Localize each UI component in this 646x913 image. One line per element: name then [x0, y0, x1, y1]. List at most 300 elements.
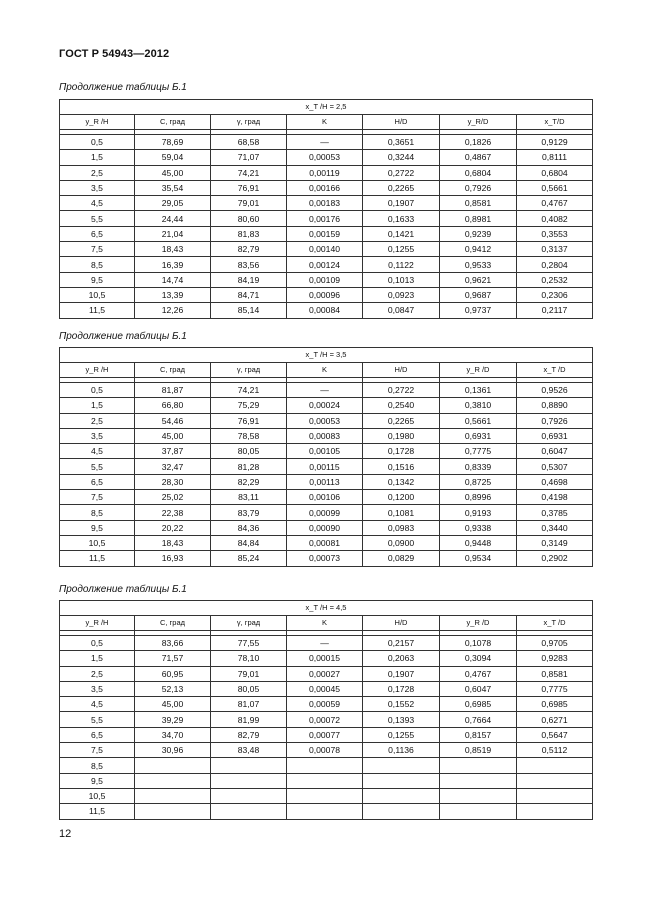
- table-cell: 74,21: [211, 383, 287, 398]
- table-row: [60, 150, 593, 165]
- table-cell: 0,3440: [517, 520, 593, 535]
- table-cell: 0,00124: [287, 257, 363, 272]
- data-table-2: [59, 347, 593, 567]
- column-header: y_R /D: [440, 363, 517, 378]
- table-cell: 78,10: [211, 651, 287, 666]
- table-row: [60, 804, 593, 819]
- table-cell: 0,2722: [363, 383, 440, 398]
- table-cell: 30,96: [135, 743, 211, 758]
- column-header: K: [287, 616, 363, 631]
- table-cell: 76,91: [211, 180, 287, 195]
- table-cell: 0,1361: [440, 383, 517, 398]
- table-row: [60, 211, 593, 226]
- table-cell: 0,7926: [517, 413, 593, 428]
- table-row: [60, 773, 593, 788]
- table-cell: [135, 773, 211, 788]
- table-cell: 0,7775: [517, 681, 593, 696]
- table-cell: 4,5: [60, 196, 135, 211]
- table-cell: 0,6804: [440, 165, 517, 180]
- table-cell: 0,6804: [517, 165, 593, 180]
- table-row: [60, 712, 593, 727]
- table-cell: 0,00096: [287, 287, 363, 302]
- table-cell: 78,69: [135, 135, 211, 150]
- table-row: [60, 758, 593, 773]
- column-header: H/D: [363, 616, 440, 631]
- table-cell: 9,5: [60, 272, 135, 287]
- table-cell: 11,5: [60, 303, 135, 318]
- table-cell: 2,5: [60, 165, 135, 180]
- table-row: [60, 180, 593, 195]
- table-cell: 0,9283: [517, 651, 593, 666]
- table-cell: 12,26: [135, 303, 211, 318]
- table-cell: 0,00176: [287, 211, 363, 226]
- table-cell: 0,4767: [440, 666, 517, 681]
- table-cell: 0,00078: [287, 743, 363, 758]
- table-row: [60, 165, 593, 180]
- column-header: K: [287, 115, 363, 130]
- table-cell: 0,00140: [287, 242, 363, 257]
- table-cell: 0,3810: [440, 398, 517, 413]
- table-cell: 0,1907: [363, 196, 440, 211]
- table-cell: 0,8981: [440, 211, 517, 226]
- table-cell: 0,2157: [363, 636, 440, 651]
- table-cell: 7,5: [60, 743, 135, 758]
- table-cell: 0,00045: [287, 681, 363, 696]
- table-row: [60, 681, 593, 696]
- table-cell: [440, 758, 517, 773]
- table-cell: 0,00024: [287, 398, 363, 413]
- table-cell: 76,91: [211, 413, 287, 428]
- table-cell: 0,5: [60, 636, 135, 651]
- table-row: [60, 505, 593, 520]
- table-cell: 60,95: [135, 666, 211, 681]
- table-row: [60, 788, 593, 803]
- table-cell: 0,1013: [363, 272, 440, 287]
- table-cell: 0,5: [60, 383, 135, 398]
- table-cell: 0,1255: [363, 727, 440, 742]
- table-cell: 9,5: [60, 773, 135, 788]
- table-cell: 7,5: [60, 242, 135, 257]
- table-cell: 0,1342: [363, 474, 440, 489]
- table-cell: 0,9705: [517, 636, 593, 651]
- table-cell: 0,9412: [440, 242, 517, 257]
- table-cell: 0,9526: [517, 383, 593, 398]
- spanning-header: x_T /H = 3,5: [60, 348, 593, 363]
- table-cell: [287, 758, 363, 773]
- table-cell: 0,6931: [440, 428, 517, 443]
- column-header: x_T/D: [517, 115, 593, 130]
- table-cell: 25,02: [135, 490, 211, 505]
- table-cell: 52,13: [135, 681, 211, 696]
- table-row: [60, 651, 593, 666]
- table-cell: 0,00027: [287, 666, 363, 681]
- table-row: [60, 444, 593, 459]
- table-cell: 0,2532: [517, 272, 593, 287]
- table-cell: 10,5: [60, 788, 135, 803]
- table-row: [60, 636, 593, 651]
- table-cell: 16,93: [135, 551, 211, 566]
- table-cell: 0,6985: [517, 697, 593, 712]
- table-cell: 45,00: [135, 428, 211, 443]
- table-cell: 11,5: [60, 804, 135, 819]
- table-cell: 0,6271: [517, 712, 593, 727]
- table-cell: 81,07: [211, 697, 287, 712]
- table-cell: 0,9533: [440, 257, 517, 272]
- table-cell: 0,1516: [363, 459, 440, 474]
- table-cell: 7,5: [60, 490, 135, 505]
- table-cell: [135, 758, 211, 773]
- table-cell: 84,36: [211, 520, 287, 535]
- table-cell: 0,1826: [440, 135, 517, 150]
- table-cell: 4,5: [60, 697, 135, 712]
- table-cell: 0,9239: [440, 226, 517, 241]
- table-cell: 85,24: [211, 551, 287, 566]
- table-cell: 0,2540: [363, 398, 440, 413]
- table-row: [60, 697, 593, 712]
- table-cell: 16,39: [135, 257, 211, 272]
- column-header-row: [60, 363, 593, 378]
- table-cell: 34,70: [135, 727, 211, 742]
- column-header: γ, град: [211, 363, 287, 378]
- table-cell: 0,4767: [517, 196, 593, 211]
- table-cell: 83,79: [211, 505, 287, 520]
- column-header: x_T /D: [517, 616, 593, 631]
- table-cell: [363, 788, 440, 803]
- table-cell: 0,00053: [287, 150, 363, 165]
- table-cell: 83,66: [135, 636, 211, 651]
- column-header-row: [60, 616, 593, 631]
- table-cell: 35,54: [135, 180, 211, 195]
- table-cell: [517, 804, 593, 819]
- spanning-header: x_T /H = 2,5: [60, 100, 593, 115]
- table-cell: [287, 804, 363, 819]
- table-cell: 0,6985: [440, 697, 517, 712]
- table-cell: 32,47: [135, 459, 211, 474]
- table-row: [60, 490, 593, 505]
- table-cell: 82,29: [211, 474, 287, 489]
- table-cell: [211, 788, 287, 803]
- table-cell: 0,1078: [440, 636, 517, 651]
- table-cell: 0,1980: [363, 428, 440, 443]
- table-1-caption: Продолжение таблицы Б.1: [59, 82, 187, 93]
- table-cell: 5,5: [60, 712, 135, 727]
- table-cell: [211, 758, 287, 773]
- table-row: [60, 196, 593, 211]
- table-cell: 2,5: [60, 666, 135, 681]
- table-cell: 0,9193: [440, 505, 517, 520]
- table-row: [60, 226, 593, 241]
- column-header: C, град: [135, 363, 211, 378]
- table-cell: 0,2722: [363, 165, 440, 180]
- table-cell: 0,8996: [440, 490, 517, 505]
- page-number: 12: [59, 828, 72, 840]
- table-cell: 0,00081: [287, 535, 363, 550]
- table-cell: 0,8581: [517, 666, 593, 681]
- table-cell: 0,8519: [440, 743, 517, 758]
- table-cell: 8,5: [60, 257, 135, 272]
- data-table-1: [59, 99, 593, 319]
- table-cell: 0,2902: [517, 551, 593, 566]
- table-cell: [440, 788, 517, 803]
- table-cell: 0,5661: [517, 180, 593, 195]
- table-cell: 0,7664: [440, 712, 517, 727]
- table-row: [60, 272, 593, 287]
- table-cell: [363, 758, 440, 773]
- table-cell: 0,5112: [517, 743, 593, 758]
- table-cell: 0,9687: [440, 287, 517, 302]
- table-cell: 0,1421: [363, 226, 440, 241]
- table-cell: 0,4198: [517, 490, 593, 505]
- table-cell: 18,43: [135, 535, 211, 550]
- table-cell: 21,04: [135, 226, 211, 241]
- table-cell: 84,71: [211, 287, 287, 302]
- table-cell: 0,9338: [440, 520, 517, 535]
- table-cell: [363, 773, 440, 788]
- table-cell: 45,00: [135, 697, 211, 712]
- table-cell: 0,7775: [440, 444, 517, 459]
- table-cell: 84,84: [211, 535, 287, 550]
- table-cell: [517, 758, 593, 773]
- table-cell: 83,48: [211, 743, 287, 758]
- table-cell: 0,6047: [440, 681, 517, 696]
- table-cell: 3,5: [60, 428, 135, 443]
- table-cell: 81,87: [135, 383, 211, 398]
- table-row: [60, 413, 593, 428]
- table-cell: 68,58: [211, 135, 287, 150]
- table-cell: 79,01: [211, 666, 287, 681]
- table-cell: 0,4698: [517, 474, 593, 489]
- document-title: ГОСТ Р 54943—2012: [59, 48, 170, 60]
- spanning-header-row: [60, 100, 593, 115]
- table-cell: 0,00083: [287, 428, 363, 443]
- table-cell: 1,5: [60, 150, 135, 165]
- column-header: y_R /H: [60, 115, 135, 130]
- table-cell: 71,57: [135, 651, 211, 666]
- table-cell: 0,1907: [363, 666, 440, 681]
- table-cell: 0,00159: [287, 226, 363, 241]
- table-cell: [135, 804, 211, 819]
- table-cell: [517, 788, 593, 803]
- table-cell: 0,5647: [517, 727, 593, 742]
- table-cell: 0,4867: [440, 150, 517, 165]
- table-cell: 0,1728: [363, 681, 440, 696]
- table-row: [60, 135, 593, 150]
- column-header: γ, град: [211, 616, 287, 631]
- table-cell: 0,9534: [440, 551, 517, 566]
- data-table-3: [59, 600, 593, 820]
- table-cell: 8,5: [60, 758, 135, 773]
- table-cell: 0,1393: [363, 712, 440, 727]
- column-header: C, град: [135, 616, 211, 631]
- table-cell: 75,29: [211, 398, 287, 413]
- table-cell: 0,9737: [440, 303, 517, 318]
- table-cell: [287, 788, 363, 803]
- table-cell: 22,38: [135, 505, 211, 520]
- table-cell: 0,2117: [517, 303, 593, 318]
- table-cell: 10,5: [60, 535, 135, 550]
- table-cell: [211, 773, 287, 788]
- table-cell: 0,8111: [517, 150, 593, 165]
- table-cell: 0,6931: [517, 428, 593, 443]
- table-cell: 6,5: [60, 226, 135, 241]
- column-header: K: [287, 363, 363, 378]
- table-cell: 80,05: [211, 444, 287, 459]
- table-cell: —: [287, 383, 363, 398]
- table-cell: 0,00113: [287, 474, 363, 489]
- table-cell: 0,1136: [363, 743, 440, 758]
- column-header: y_R /H: [60, 363, 135, 378]
- table-row: [60, 287, 593, 302]
- table-cell: 0,00115: [287, 459, 363, 474]
- table-cell: 0,3094: [440, 651, 517, 666]
- table-row: [60, 398, 593, 413]
- table-cell: 1,5: [60, 651, 135, 666]
- column-header: H/D: [363, 363, 440, 378]
- table-cell: 0,00106: [287, 490, 363, 505]
- table-cell: 71,07: [211, 150, 287, 165]
- table-cell: 0,0900: [363, 535, 440, 550]
- table-row: [60, 459, 593, 474]
- table-cell: 9,5: [60, 520, 135, 535]
- table-cell: 6,5: [60, 727, 135, 742]
- table-cell: 78,58: [211, 428, 287, 443]
- table-cell: 0,3149: [517, 535, 593, 550]
- table-cell: 0,1728: [363, 444, 440, 459]
- table-cell: 0,3651: [363, 135, 440, 150]
- table-cell: 0,8157: [440, 727, 517, 742]
- column-header: H/D: [363, 115, 440, 130]
- table-row: [60, 383, 593, 398]
- table-cell: 85,14: [211, 303, 287, 318]
- column-header: y_R/D: [440, 115, 517, 130]
- table-cell: [440, 804, 517, 819]
- table-3-caption: Продолжение таблицы Б.1: [59, 584, 187, 595]
- column-header: y_R /D: [440, 616, 517, 631]
- table-cell: 11,5: [60, 551, 135, 566]
- table-cell: 6,5: [60, 474, 135, 489]
- table-cell: 54,46: [135, 413, 211, 428]
- table-cell: 2,5: [60, 413, 135, 428]
- table-cell: 1,5: [60, 398, 135, 413]
- table-cell: 13,39: [135, 287, 211, 302]
- table-cell: 5,5: [60, 211, 135, 226]
- table-cell: 82,79: [211, 242, 287, 257]
- table-cell: 3,5: [60, 180, 135, 195]
- table-cell: 0,00084: [287, 303, 363, 318]
- table-cell: 4,5: [60, 444, 135, 459]
- spanning-header-row: [60, 601, 593, 616]
- table-cell: [440, 773, 517, 788]
- table-cell: 0,5: [60, 135, 135, 150]
- table-cell: [211, 804, 287, 819]
- table-row: [60, 520, 593, 535]
- table-cell: 0,3137: [517, 242, 593, 257]
- table-cell: 80,05: [211, 681, 287, 696]
- table-cell: 0,1633: [363, 211, 440, 226]
- table-cell: 0,8339: [440, 459, 517, 474]
- table-cell: 0,00105: [287, 444, 363, 459]
- column-header-row: [60, 115, 593, 130]
- table-cell: —: [287, 135, 363, 150]
- spanning-header: x_T /H = 4,5: [60, 601, 593, 616]
- table-row: [60, 551, 593, 566]
- table-cell: 0,2804: [517, 257, 593, 272]
- table-cell: 0,00073: [287, 551, 363, 566]
- table-cell: 10,5: [60, 287, 135, 302]
- table-cell: [363, 804, 440, 819]
- table-2-caption: Продолжение таблицы Б.1: [59, 331, 187, 342]
- table-cell: 0,0983: [363, 520, 440, 535]
- table-cell: 0,00059: [287, 697, 363, 712]
- table-cell: 0,2306: [517, 287, 593, 302]
- table-cell: 81,28: [211, 459, 287, 474]
- table-cell: 0,5307: [517, 459, 593, 474]
- table-cell: [135, 788, 211, 803]
- spanning-header-row: [60, 348, 593, 363]
- table-cell: 0,3785: [517, 505, 593, 520]
- table-cell: [517, 773, 593, 788]
- table-cell: 0,1552: [363, 697, 440, 712]
- table-cell: 0,8890: [517, 398, 593, 413]
- table-cell: 0,00015: [287, 651, 363, 666]
- table-cell: 0,00099: [287, 505, 363, 520]
- table-cell: 0,00090: [287, 520, 363, 535]
- table-row: [60, 743, 593, 758]
- table-cell: 83,11: [211, 490, 287, 505]
- table-cell: [287, 773, 363, 788]
- table-row: [60, 666, 593, 681]
- table-cell: 82,79: [211, 727, 287, 742]
- table-cell: 20,22: [135, 520, 211, 535]
- table-cell: 84,19: [211, 272, 287, 287]
- table-cell: 77,55: [211, 636, 287, 651]
- table-cell: 14,74: [135, 272, 211, 287]
- table-cell: 5,5: [60, 459, 135, 474]
- table-cell: —: [287, 636, 363, 651]
- table-cell: 0,3244: [363, 150, 440, 165]
- table-row: [60, 428, 593, 443]
- table-row: [60, 303, 593, 318]
- column-header: x_T /D: [517, 363, 593, 378]
- table-cell: 0,0923: [363, 287, 440, 302]
- table-cell: 66,80: [135, 398, 211, 413]
- table-cell: 0,2063: [363, 651, 440, 666]
- table-cell: 79,01: [211, 196, 287, 211]
- table-row: [60, 242, 593, 257]
- table-cell: 3,5: [60, 681, 135, 696]
- table-cell: 0,5661: [440, 413, 517, 428]
- table-cell: 0,8581: [440, 196, 517, 211]
- table-row: [60, 257, 593, 272]
- table-cell: 0,00166: [287, 180, 363, 195]
- table-cell: 0,1081: [363, 505, 440, 520]
- table-cell: 0,00183: [287, 196, 363, 211]
- table-cell: 0,8725: [440, 474, 517, 489]
- table-row: [60, 727, 593, 742]
- table-cell: 0,00053: [287, 413, 363, 428]
- table-cell: 0,3553: [517, 226, 593, 241]
- table-row: [60, 474, 593, 489]
- table-cell: 0,6047: [517, 444, 593, 459]
- table-cell: 0,00119: [287, 165, 363, 180]
- table-cell: 0,1255: [363, 242, 440, 257]
- table-cell: 0,1200: [363, 490, 440, 505]
- table-cell: 0,4082: [517, 211, 593, 226]
- table-cell: 8,5: [60, 505, 135, 520]
- table-cell: 0,00109: [287, 272, 363, 287]
- table-cell: 0,00072: [287, 712, 363, 727]
- table-cell: 24,44: [135, 211, 211, 226]
